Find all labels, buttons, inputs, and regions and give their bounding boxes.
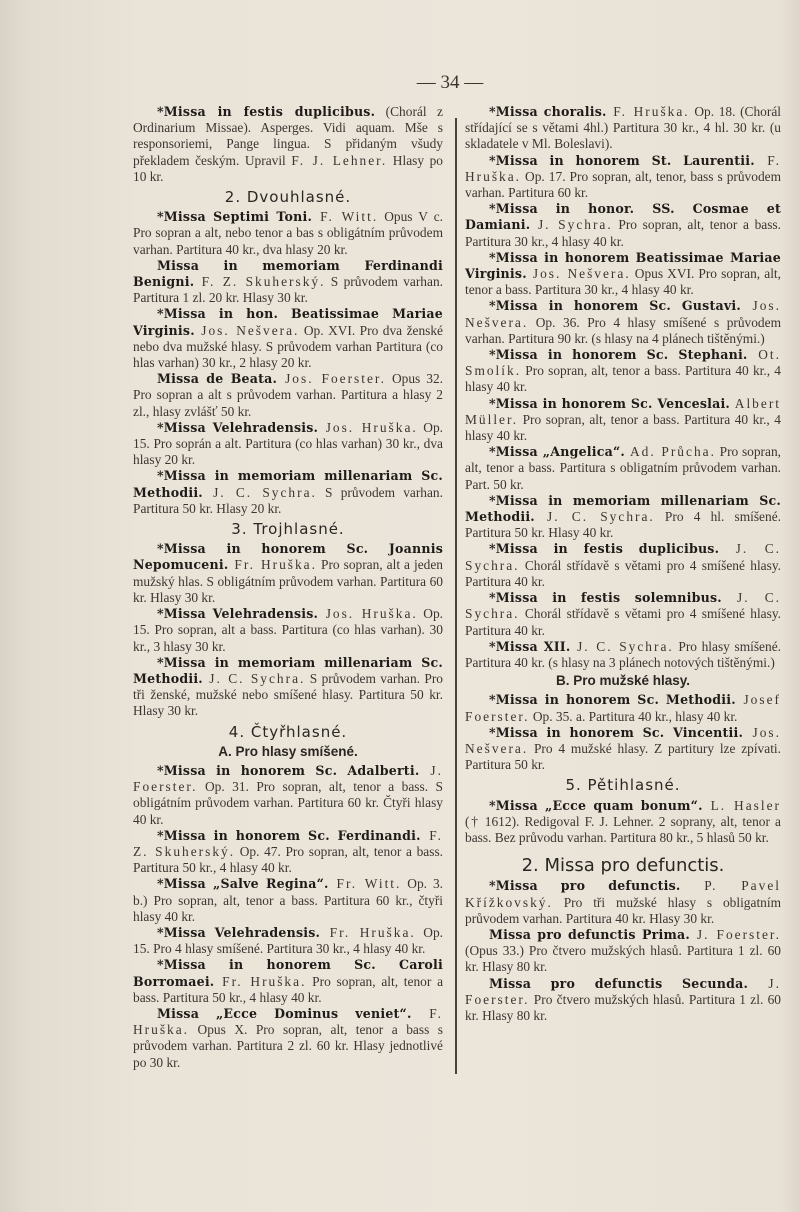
- entry-author: Jos. Nešvera.: [194, 322, 300, 338]
- catalog-entry: [465, 396, 781, 445]
- entry-title: *Missa choralis.: [489, 104, 607, 119]
- catalog-entry: [133, 828, 443, 877]
- entry-details: Opus XVI. Pro sopran, alt, tenor a bass. Partitura 30 kr., 4 hlasy 40 kr.: [465, 266, 781, 298]
- entry-title: *Missa Velehradensis.: [157, 924, 321, 940]
- entry-details: Pro sopran, alt, tenor a bass. Partitura s obligatním průvodem varhan. Part. 50 kr.: [465, 444, 781, 492]
- left-column: [133, 104, 443, 1071]
- entry-details: S průvodem varhan. Partitura 1 zl. 20 kr. Hlasy 30 kr.: [133, 274, 443, 306]
- entry-details: Pro 4 mužské hlasy. Z partitury lze zpívati. Partitura 50 kr.: [465, 740, 781, 773]
- column-divider: [455, 118, 457, 1074]
- entry-details: Op. 35. a. Partitura 40 kr., hlasy 40 kr.: [529, 708, 738, 724]
- entry-title: *Missa in honorem Beatissimae Mariae Virginis.: [465, 249, 781, 282]
- entry-details: Opus V c. Pro sopran a alt, nebo tenor a bas s obligátním průvodem varhan. Partitura 40 kr., dva hlasy 20 kr.: [133, 209, 443, 257]
- entry-details: Pro sopran, alt, tenor a bass. Partitura 40 kr., 4 hlasy 40 kr.: [465, 411, 781, 444]
- catalog-entry: [133, 606, 443, 655]
- entry-author: F. Z. Skuherský.: [133, 827, 443, 859]
- entry-title: *Missa in memoriam millenariam Sc. Methodii.: [133, 468, 443, 500]
- entry-text: (Chorál z Ordinarium Missae). Asperges. Vidi aquam. Mše s responsoriemi, Pange lingua. S přidaným všudy překladem českým. Upravil: [133, 104, 443, 168]
- entry-author: J. Sychra.: [530, 217, 613, 233]
- section-heading-ctyrhlasne: 4. Čtyřhlasné.: [228, 722, 348, 741]
- entry-author: J. C. Sychra.: [570, 638, 674, 654]
- entry-author: Fr. Hruška.: [214, 973, 307, 989]
- entry-title: Missa „Ecce Dominus veniet“.: [157, 1005, 412, 1021]
- entry-details: Op. 15. Pro 4 hlasy smíšené. Partitura 30 kr., 4 hlasy 40 kr.: [133, 924, 444, 957]
- entry-author: Jos. Foerster.: [277, 371, 387, 387]
- catalog-entry: [133, 763, 443, 828]
- entry-details: Pro čtvero mužských hlasů. Partitura 1 zl. 60 kr. Hlasy 80 kr.: [465, 991, 781, 1023]
- entry-details: Opus 32. Pro sopran a alt s průvodem varhan. Partitura a hlasy 2 zl., hlasy zvlášť 50 kr.: [133, 371, 443, 419]
- entry-title: *Missa in honorem Sc. Adalberti.: [157, 762, 420, 778]
- entry-details: Pro sopran, alt, tenor a bass. Partitura 30 kr., 4 hlasy 40 kr.: [465, 217, 781, 249]
- entry-details: Pro tři mužské hlasy s obligatním průvodem varhan. Partitura 40 kr. Hlasy 30 kr.: [465, 894, 781, 926]
- page-number: — 34 —: [416, 72, 484, 93]
- section-heading-trojhlasne: 3. Trojhlasné.: [231, 520, 345, 539]
- entry-title: *Missa in honorem Sc. Venceslai.: [489, 395, 731, 411]
- catalog-entry: [465, 250, 781, 299]
- catalog-entry: [465, 878, 781, 927]
- catalog-entry: [133, 541, 443, 606]
- entry-author: F. Z. Skuherský.: [194, 274, 326, 290]
- entry-author: Jos. Nešvera.: [465, 724, 781, 756]
- catalog-entry: [465, 104, 781, 153]
- entry-details: Pro sopran, alt a jeden mužský hlas. S obligátním průvodem varhan. Partitura 60 kr. Hlasy 30 kr.: [133, 557, 444, 605]
- entry-author: Jos. Hruška.: [318, 419, 418, 435]
- entry-author: Jos. Hruška.: [318, 606, 418, 622]
- catalog-entry: [133, 306, 443, 371]
- entry-author: F. Hruška.: [133, 1005, 443, 1038]
- entry-title: *Missa in honorem Sc. Ferdinandi.: [157, 827, 421, 843]
- entry-author: Jos. Nešvera.: [526, 266, 631, 282]
- entry-title: *Missa Velehradensis.: [157, 606, 319, 622]
- entry-details: Op. 31. Pro sopran, alt, tenor a bass. S obligátním průvodem varhan. Partitura 60 kr. Čtyři hlasy 40 kr.: [133, 779, 443, 827]
- entry-details: Pro sopran, alt, tenor a bass. Partitura 50 kr., 4 hlasy 40 kr.: [133, 973, 444, 1005]
- catalog-entry: [133, 209, 443, 258]
- entry-author: Jos. Nešvera.: [465, 298, 781, 330]
- catalog-entry: [133, 371, 443, 420]
- entry-title: *Missa in festis duplicibus.: [489, 541, 720, 557]
- subheading-muzske: B. Pro mužské hlasy.: [555, 673, 691, 689]
- entry-details: Op. 15. Pro soprán a alt. Partitura (co hlas varhan) 30 kr., dva hlasy 20 kr.: [133, 419, 443, 468]
- catalog-entry: [465, 493, 781, 542]
- entry-title: *Missa in honorem Sc. Gustavi.: [489, 298, 741, 314]
- entry-title: *Missa in honorem Sc. Caroli Borromaei.: [133, 957, 443, 989]
- entry-title: *Missa in honorem Sc. Stephani.: [489, 347, 748, 363]
- entry-details: S průvodem varhan. Pro tři ženské, mužské nebo smíšené hlasy. Partitura 50 kr. Hlasy 30 kr.: [133, 670, 444, 719]
- entry-author: J. C. Sychra.: [534, 509, 655, 525]
- entry-title: Missa in memoriam Ferdinandi Benigni.: [133, 257, 443, 290]
- catalog-entry: [465, 153, 781, 202]
- entry-title: *Missa in festis solemnibus.: [489, 590, 722, 606]
- entry-title: *Missa in hon. Beatissimae Mariae Virginis.: [133, 306, 443, 338]
- entry-details: Op. 36. Pro 4 hlasy smíšené s průvodem varhan. Partitura 90 kr. (s hlasy na 4 plánech tištěnými.): [465, 314, 781, 346]
- entry-details: Op. 17. Pro sopran, alt, tenor, bass s průvodem varhan. Partitura 60 kr.: [465, 168, 781, 201]
- entry-title: Missa pro defunctis Prima.: [489, 926, 690, 942]
- entry-details: Op. 18. (Chorál střídající se s větami 4hl.) Partitura 30 kr., 4 hl. 30 kr. (u skladatele v Ml. Boleslavi).: [465, 104, 781, 152]
- entry-author: Albert Müller.: [465, 395, 781, 427]
- catalog-entry: [133, 925, 443, 957]
- section-heading-petihlasne: 5. Pětihlasné.: [565, 776, 681, 795]
- catalog-entry: [465, 976, 781, 1025]
- catalog-entry: [133, 420, 443, 469]
- entry-author: J. C. Sychra.: [465, 590, 781, 622]
- entry-title: *Missa Septimi Toni.: [157, 209, 313, 225]
- catalog-entry: [133, 957, 443, 1006]
- entry-author: Josef Foerster.: [465, 692, 781, 724]
- entry-title: *Missa in honorem Sc. Vincentii.: [489, 724, 744, 740]
- entry-details: Op. 15. Pro sopran, alt a bass. Partitura (co hlas varhan). 30 kr., 3 hlasy 30 kr.: [133, 606, 443, 654]
- entry-title: *Missa in memoriam millenariam Sc. Methodii.: [133, 654, 443, 686]
- catalog-entry: [465, 444, 781, 493]
- catalog-entry: [465, 541, 781, 590]
- catalog-entry: [133, 876, 443, 925]
- entry-title: *Missa in honorem Sc. Methodii.: [489, 692, 736, 708]
- entry-details: († 1612). Redigoval F. J. Lehner. 2 soprany, alt, tenor a bass. Bez průvodu varhan. Partitura 80 kr., 5 hlasů 50 kr.: [465, 813, 781, 845]
- catalog-entry: [133, 655, 443, 720]
- entry-title: *Missa in honor. SS. Cosmae et Damiani.: [465, 201, 781, 233]
- catalog-entry: [465, 798, 781, 847]
- entry-author: Fr. Hruška.: [228, 557, 317, 573]
- entry-details: Pro sopran, alt, tenor a bass. Partitura 40 kr., 4 hlasy 40 kr.: [465, 363, 781, 395]
- entry-title: *Missa pro defunctis.: [489, 878, 681, 894]
- catalog-entry: [465, 725, 781, 774]
- entry-details: Chorál střídavě s větami pro 4 smíšené hlasy. Partitura 40 kr.: [465, 557, 781, 589]
- entry-author: J. C. Sychra.: [465, 541, 781, 573]
- entry-author: Ad. Průcha.: [625, 444, 716, 460]
- entry-details: Pro 4 hl. smíšené. Partitura 50 kr. Hlasy 40 kr.: [465, 509, 781, 541]
- entry-title: *Missa „Salve Regina“.: [157, 876, 329, 892]
- catalog-entry: [133, 1006, 443, 1071]
- entry-author: F. Hruška.: [606, 104, 690, 119]
- entry-author: J. C. Sychra.: [202, 484, 317, 500]
- entry-author: P. Pavel Křížkovský.: [465, 878, 781, 910]
- catalog-entry: [133, 258, 443, 307]
- entry-author: Fr. Hruška.: [320, 924, 416, 940]
- catalog-entry: [133, 104, 443, 185]
- entry-author: J. Foerster.: [689, 926, 781, 942]
- entry-author: F. J. Lehner.: [291, 152, 388, 168]
- entry-details: Opus X. Pro sopran, alt, tenor a bass s průvodem varhan. Partitura 2 zl. 60 kr. Hlasy jednotlivé po 30 kr.: [133, 1022, 443, 1070]
- entry-details: Chorál střídavě s větami pro 4 smíšené hlasy. Partitura 40 kr.: [465, 606, 781, 638]
- subheading-smisene: A. Pro hlasy smíšené.: [218, 743, 358, 759]
- catalog-entry: [465, 692, 781, 724]
- entry-author: J. Foerster.: [133, 762, 443, 795]
- entry-details: S průvodem varhan. Partitura 50 kr. Hlasy 20 kr.: [133, 484, 443, 516]
- entry-author: F. Hruška.: [465, 152, 781, 184]
- entry-title: *Missa in memoriam millenariam Sc. Methodii.: [465, 492, 781, 525]
- section-heading-missa-pro-defunctis: 2. Missa pro defunctis.: [521, 855, 725, 877]
- entry-title: *Missa Velehradensis.: [157, 419, 319, 435]
- entry-title: *Missa XII.: [489, 638, 571, 654]
- entry-author: F. Witt.: [312, 209, 379, 225]
- entry-details: Hlasy po 10 kr.: [133, 152, 443, 184]
- catalog-entry: [465, 639, 781, 671]
- catalog-entry: [465, 347, 781, 396]
- entry-title: *Missa in honorem Sc. Joannis Nepomuceni.: [133, 541, 443, 573]
- entry-details: Op. XVI. Pro dva ženské nebo dva mužské hlasy. S průvodem varhan Partitura (co hlas varhan) 30 kr., 2 hlasy 20 kr.: [133, 322, 443, 371]
- entry-author: L. Hasler: [702, 797, 782, 813]
- entry-author: J. C. Sychra.: [202, 670, 306, 686]
- entry-title: *Missa in festis duplicibus.: [157, 104, 376, 119]
- section-heading-dvouhlasne: 2. Dvouhlasné.: [224, 188, 352, 207]
- entry-title: *Missa „Angelica“.: [489, 444, 626, 460]
- entry-title: Missa de Beata.: [157, 371, 278, 387]
- entry-details: Op. 3. b.) Pro sopran, alt, tenor a bass. Partitura 60 kr., čtyři hlasy 40 kr.: [133, 876, 443, 924]
- catalog-entry: [465, 201, 781, 250]
- entry-title: *Missa in honorem St. Laurentii.: [489, 152, 755, 168]
- entry-title: *Missa „Ecce quam bonum“.: [489, 797, 703, 813]
- catalog-entry: [133, 468, 443, 517]
- entry-details: (Opus 33.) Pro čtvero mužských hlasů. Partitura 1 zl. 60 kr. Hlasy 80 kr.: [465, 943, 781, 975]
- catalog-entry: [465, 298, 781, 347]
- entry-author: J. Foerster.: [465, 975, 781, 1007]
- catalog-entry: [465, 927, 781, 976]
- catalog-entry: [465, 590, 781, 639]
- right-column: [465, 104, 781, 1024]
- entry-author: Ot. Smolík.: [465, 347, 781, 379]
- entry-title: Missa pro defunctis Secunda.: [489, 975, 749, 991]
- entry-details: Pro hlasy smíšené. Partitura 40 kr. (s hlasy na 3 plánech notových tištěnými.): [465, 638, 781, 670]
- entry-author: Fr. Witt.: [328, 876, 402, 892]
- entry-details: Op. 47. Pro sopran, alt, tenor a bass. Partitura 50 kr., 4 hlasy 40 kr.: [133, 843, 444, 876]
